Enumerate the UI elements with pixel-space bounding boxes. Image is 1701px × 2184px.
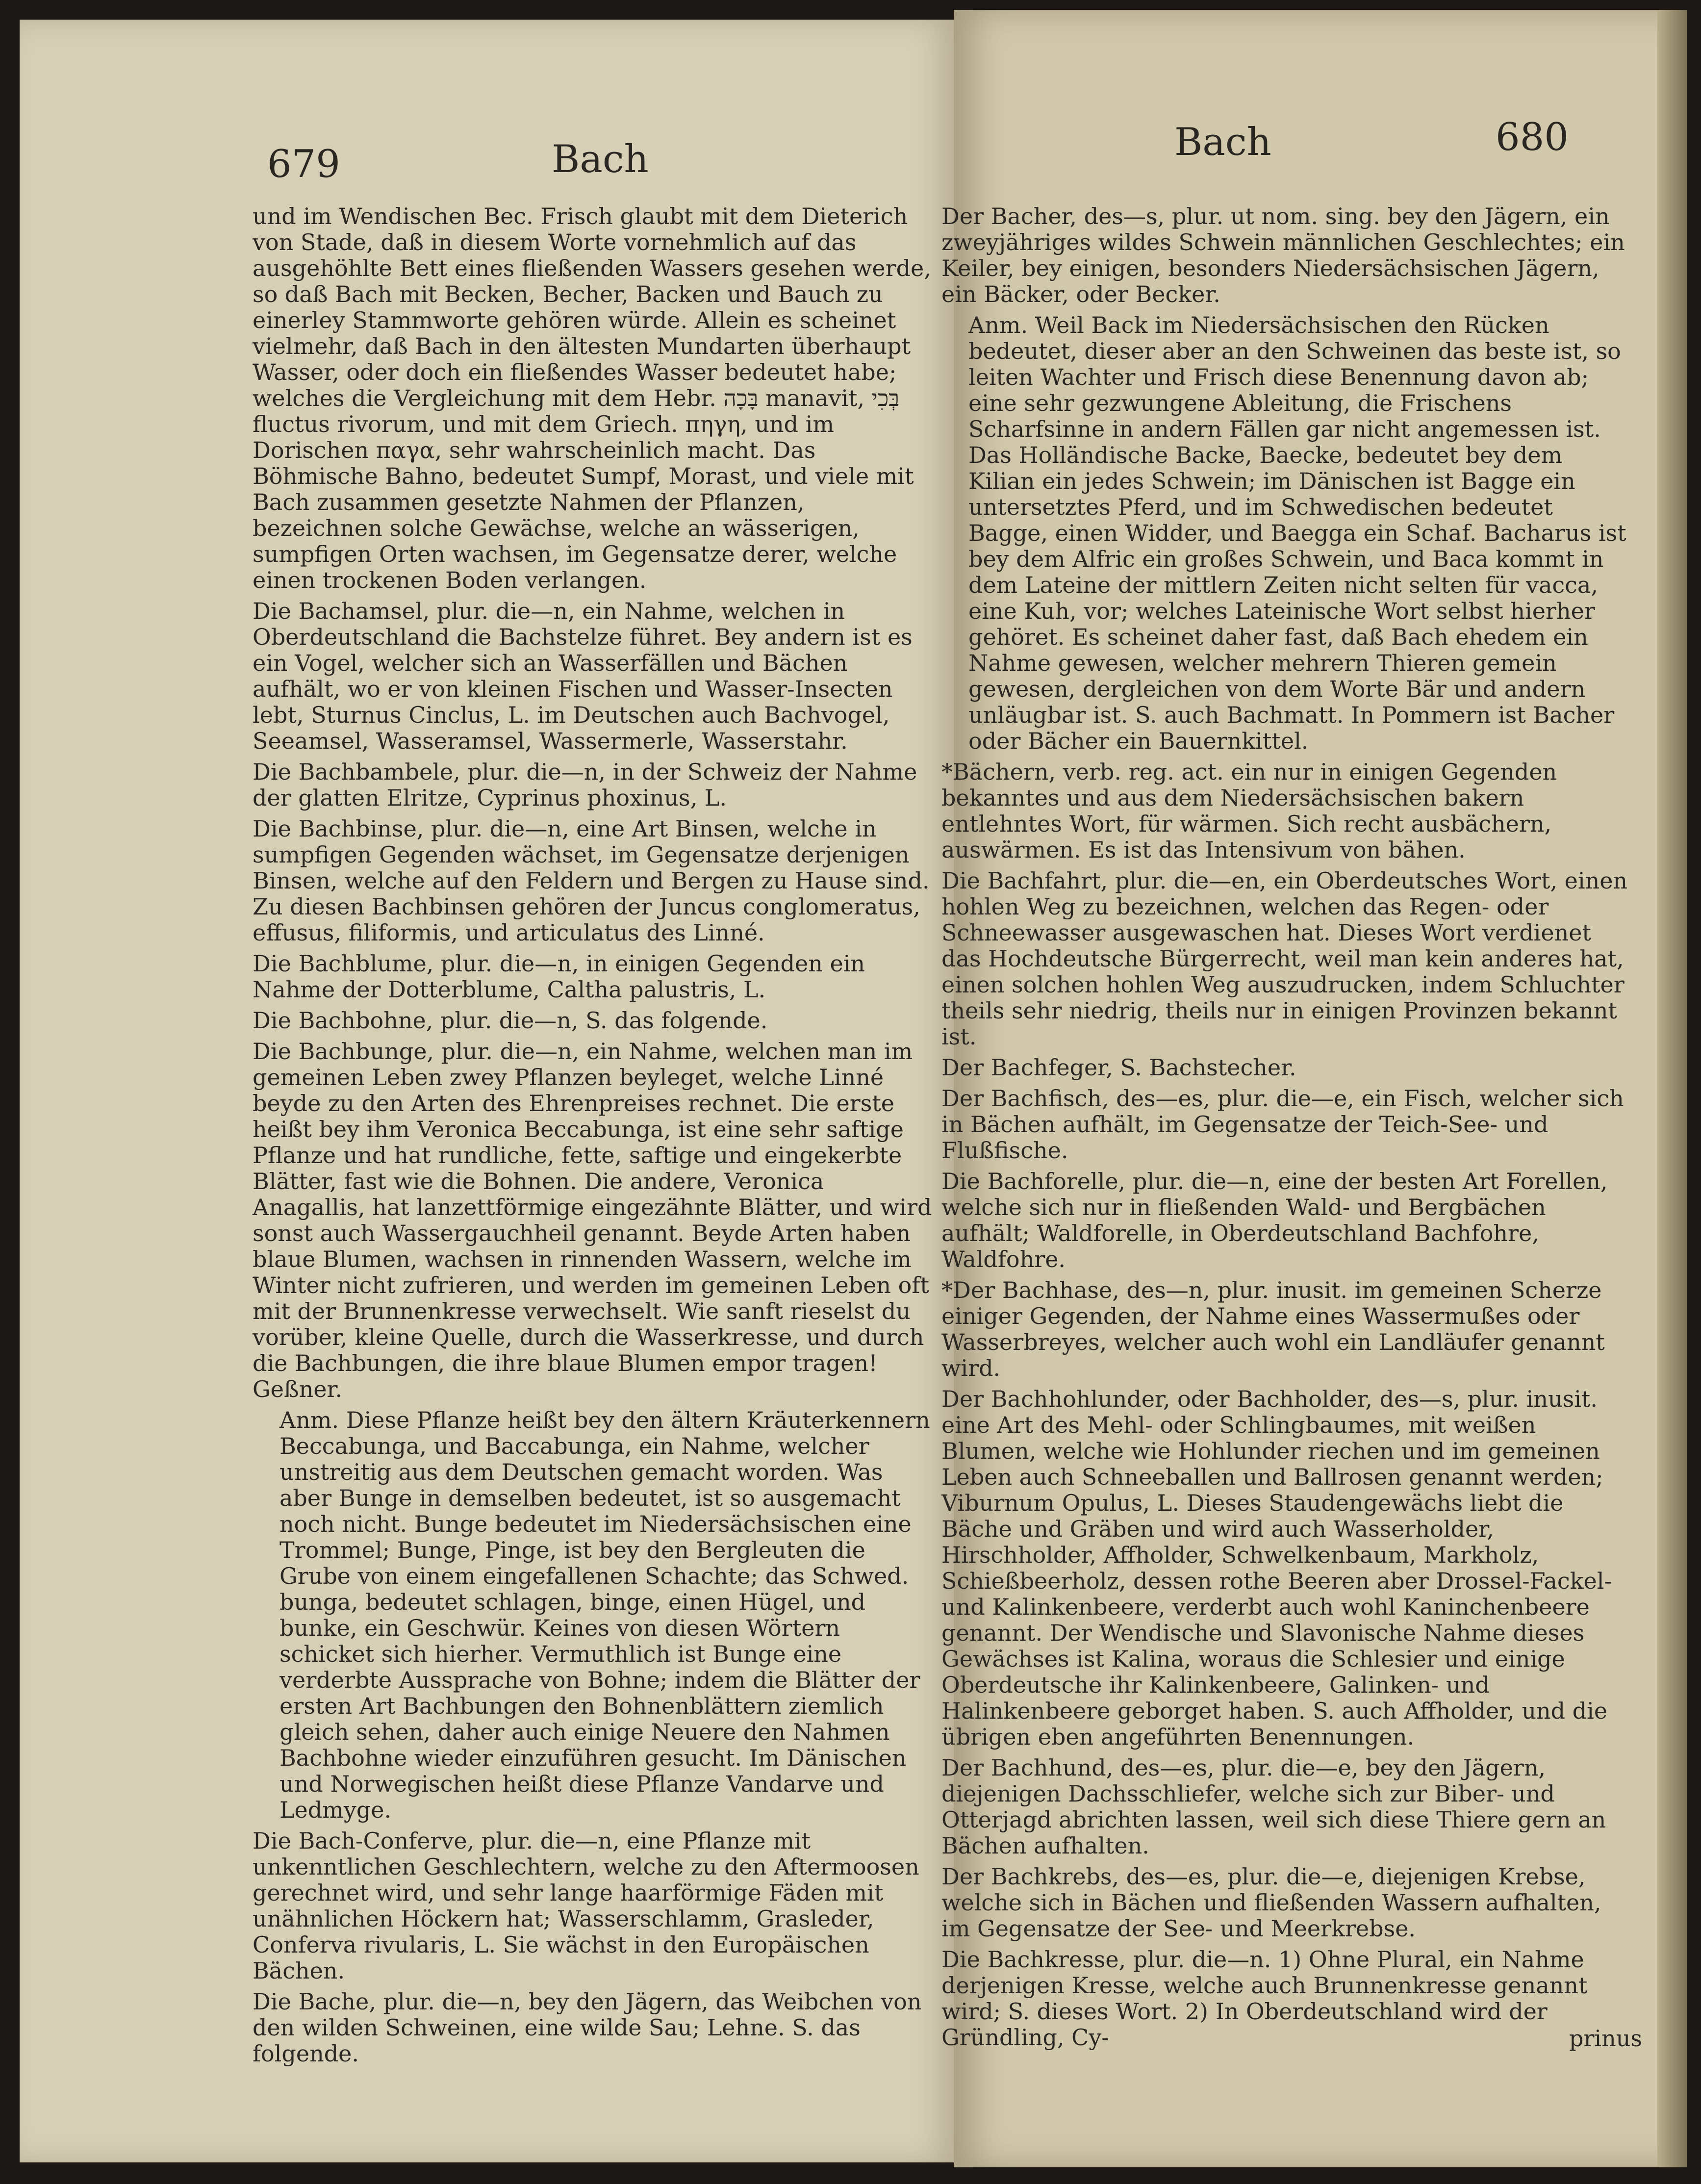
dictionary-entry: Die Bach-Conferve, plur. die—n, eine Pflanze mit unkenntlichen Geschlechtern, welche zu den Aftermoosen gerechnet wird, und sehr lange haarförmige Fäden mit unähnlichen Höckern hat; Wasserschlamm, Grasleder, Conferva rivularis, L. Sie wächst in den Europäischen Bächen. <box>253 1828 919 1984</box>
dictionary-entry: Die Bachbunge, plur. die—n, ein Nahme, welchen man im gemeinen Leben zwey Pflanzen beyleget, welche Linné beyde zu den Arten des Ehrenpreises rechnet. Die erste heißt bey ihm Veronica Beccabunga, ist eine sehr saftige Pflanze und hat rundliche, fette, saftige und eingekerbte Blätter, fast wie die Bohnen. Die andere, Veronica Anagallis, hat lanzettförmige eingezähnte Blätter, und wird sonst auch Wassergauchheil genannt. Beyde Arten haben blaue Blumen, wachsen in rinnenden Wassern, welche im Winter nicht zufrieren, und werden im gemeinen Leben oft mit der Brunnenkresse verwechselt. Wie sanft rieselst du vorüber, kleine Quelle, durch die Wasserkresse, und durch die Bachbungen, die ihre blaue Blumen empor tragen! Geßner. <box>253 1038 932 1402</box>
page-edge <box>1657 10 1687 2167</box>
dictionary-entry: Der Bachkrebs, des—es, plur. die—e, diejenigen Krebse, welche sich in Bächen und fließenden Wassern aufhalten, im Gegensatze der See- und Meerkrebse. <box>941 1863 1601 1942</box>
dictionary-entry: Der Bachfeger, S. Bachstecher. <box>941 1054 1296 1081</box>
dictionary-entry: Die Bachforelle, plur. die—n, eine der besten Art Forellen, welche sich nur in fließenden Wald- und Bergbächen aufhält; Waldforelle, in Oberdeutschland Bachfohre, Waldfohre. <box>941 1168 1608 1272</box>
annotation-note: Anm. Weil Back im Niedersächsischen den Rücken bedeutet, dieser aber an den Schweinen das beste ist, so leiten Wachter und Frisch diese Benennung davon ab; eine sehr gezwungene Ableitung, die Frischens Scharfsinne in andern Fällen gar nicht angemessen ist. Das Holländische Backe, Baecke, bedeutet bey dem Kilian ein jedes Schwein; im Dänischen ist Bagge ein untersetztes Pferd, und im Schwedischen bedeutet Bagge, einen Widder, und Baegga ein Schaf. Bacharus ist bey dem Alfric ein großes Schwein, und Baca kommt in dem Lateine der mittlern Zeiten nicht selten für vacca, eine Kuh, vor; welches Lateinische Wort selbst hierher gehöret. Es scheinet daher fast, daß Bach ehedem ein Nahme gewesen, welcher mehrern Thieren gemein gewesen, dergleichen von dem Worte Bär und andern unläugbar ist. S. auch Bachmatt. In Pommern ist Bacher oder Bächer ein Bauernkittel. <box>968 312 1626 754</box>
dictionary-entry: Die Bache, plur. die—n, bey den Jägern, das Weibchen von den wilden Schweinen, eine wilde Sau; Lehne. S. das folgende. <box>253 1988 922 2067</box>
left-running-title: Bach <box>552 137 649 181</box>
dictionary-entry: Die Bachbinse, plur. die—n, eine Art Binsen, welche in sumpfigen Gegenden wächset, im Gegensatze derjenigen Binsen, welche auf den Feldern und Bergen zu Hause sind. Zu diesen Bachbinsen gehören der Juncus conglomeratus, effusus, filiformis, und articulatus des Linné. <box>253 815 930 946</box>
text-block: und im Wendischen Bec. Frisch glaubt mit dem Dieterich von Stade, daß in diesem Worte vornehmlich auf das ausgehöhlte Bett eines fließenden Wassers gesehen werde, so daß Bach mit Becken, Becher, Backen und Bauch zu einerley Stammworte gehören würde. Allein es scheinet vielmehr, daß Bach in den ältesten Mundarten überhaupt Wasser, oder doch ein fließendes Wasser bedeutet habe; welches die Vergleichung mit dem Hebr. בָּכָה manavit, בְּכִי fluctus rivorum, und mit dem Griech. πηγη, und im Dorischen παγα, sehr wahrscheinlich macht. Das Böhmische Bahno, bedeutet Sumpf, Morast, und viele mit Bach zusammen gesetzte Nahmen der Pflanzen, bezeichnen solche Gewächse, welche an wässerigen, sumpfigen Orten wachsen, im Gegensatze derer, welche einen trockenen Boden verlangen. <box>253 203 931 593</box>
catchword: prinus <box>1569 2025 1643 2052</box>
left-text-column <box>253 203 939 2072</box>
right-text-column <box>941 203 1628 2056</box>
left-page-number: 679 <box>267 142 340 186</box>
right-running-title: Bach <box>1174 120 1271 164</box>
dictionary-entry: Die Bachamsel, plur. die—n, ein Nahme, welchen in Oberdeutschland die Bachstelze führet. Bey andern ist es ein Vogel, welcher sich an Wasserfällen und Bächen aufhält, wo er von kleinen Fischen und Wasser-Insecten lebt, Sturnus Cinclus, L. im Deutschen auch Bachvogel, Seeamsel, Wasseramsel, Wassermerle, Wasserstahr. <box>253 598 913 754</box>
dictionary-entry: Die Bachkresse, plur. die—n. 1) Ohne Plural, ein Nahme derjenigen Kresse, welche auch Brunnenkresse genannt wird; S. dieses Wort. 2) In Oberdeutschland wird der Gründling, Cy- <box>941 1946 1588 2051</box>
dictionary-entry: Die Bachbambele, plur. die—n, in der Schweiz der Nahme der glatten Elritze, Cyprinus phoxinus, L. <box>253 759 917 811</box>
dictionary-entry: Der Bacher, des—s, plur. ut nom. sing. bey den Jägern, ein zweyjähriges wildes Schwein männlichen Geschlechtes; ein Keiler, bey einigen, besonders Niedersächsischen Jägern, ein Bäcker, oder Becker. <box>941 203 1625 307</box>
dictionary-entry: *Bächern, verb. reg. act. ein nur in einigen Gegenden bekanntes und aus dem Niedersächsischen bakern entlehntes Wort, für wärmen. Sich recht ausbächern, auswärmen. Es ist das Intensivum von bähen. <box>941 759 1557 863</box>
right-page-number: 680 <box>1496 115 1569 159</box>
dictionary-entry: Die Bachbohne, plur. die—n, S. das folgende. <box>253 1007 768 1034</box>
dictionary-entry: Die Bachfahrt, plur. die—en, ein Oberdeutsches Wort, einen hohlen Weg zu bezeichnen, welchen das Regen- oder Schneewasser ausgewaschen hat. Dieses Wort verdienet das Hochdeutsche Bürgerrecht, weil man kein anderes hat, einen solchen hohlen Weg auszudrucken, indem Schluchter theils sehr niedrig, theils nur in einigen Provinzen bekannt ist. <box>941 867 1628 1050</box>
dictionary-entry: Der Bachhohlunder, oder Bachholder, des—s, plur. inusit. eine Art des Mehl- oder Schlingbaumes, mit weißen Blumen, welche wie Hohlunder riechen und im gemeinen Leben auch Schneeballen und Ballrosen genannt werden; Viburnum Opulus, L. Dieses Staudengewächs liebt die Bäche und Gräben und wird auch Wasserholder, Hirschholder, Affholder, Schwelkenbaum, Markholz, Schießbeerholz, dessen rothe Beeren aber Drossel-Fackel- und Kalinkenbeere, verderbt auch wohl Kaninchenbeere genannt. Der Wendische und Slavonische Nahme dieses Gewächses ist Kalina, woraus die Schlesier und einige Oberdeutsche ihr Kalinkenbeere, Galinken- und Halinkenbeere geborget haben. S. auch Affholder, und die übrigen eben angeführten Benennungen. <box>941 1386 1612 1750</box>
dictionary-entry: *Der Bachhase, des—n, plur. inusit. im gemeinen Scherze einiger Gegenden, der Nahme eines Wassermußes oder Wasserbreyes, welcher auch wohl ein Landläufer genannt wird. <box>941 1277 1605 1381</box>
annotation-note: Anm. Diese Pflanze heißt bey den ältern Kräuterkennern Beccabunga, und Baccabunga, ein Nahme, welcher unstreitig aus dem Deutschen gemacht worden. Was aber Bunge in demselben bedeutet, ist so ausgemacht noch nicht. Bunge bedeutet im Niedersächsischen eine Trommel; Bunge, Pinge, ist bey den Bergleuten die Grube von einem eingefallenen Schachte; das Schwed. bunga, bedeutet schlagen, binge, einen Hügel, und bunke, ein Geschwür. Keines von diesen Wörtern schicket sich hierher. Vermuthlich ist Bunge eine verderbte Aussprache von Bohne; indem die Blätter der ersten Art Bachbungen den Bohnenblättern ziemlich gleich sehen, daher auch einige Neuere den Nahmen Bachbohne wieder einzuführen gesucht. Im Dänischen und Norwegischen heißt diese Pflanze Vandarve und Ledmyge. <box>279 1407 930 1823</box>
dictionary-entry: Der Bachhund, des—es, plur. die—e, bey den Jägern, diejenigen Dachsschliefer, welche sich zur Biber- und Otterjagd abrichten lassen, weil sich diese Thiere gern an Bächen aufhalten. <box>941 1754 1606 1859</box>
dictionary-entry: Der Bachfisch, des—es, plur. die—e, ein Fisch, welcher sich in Bächen aufhält, im Gegensatze der Teich-See- und Flußfische. <box>941 1085 1624 1164</box>
dictionary-entry: Die Bachblume, plur. die—n, in einigen Gegenden ein Nahme der Dotterblume, Caltha palustris, L. <box>253 950 865 1003</box>
